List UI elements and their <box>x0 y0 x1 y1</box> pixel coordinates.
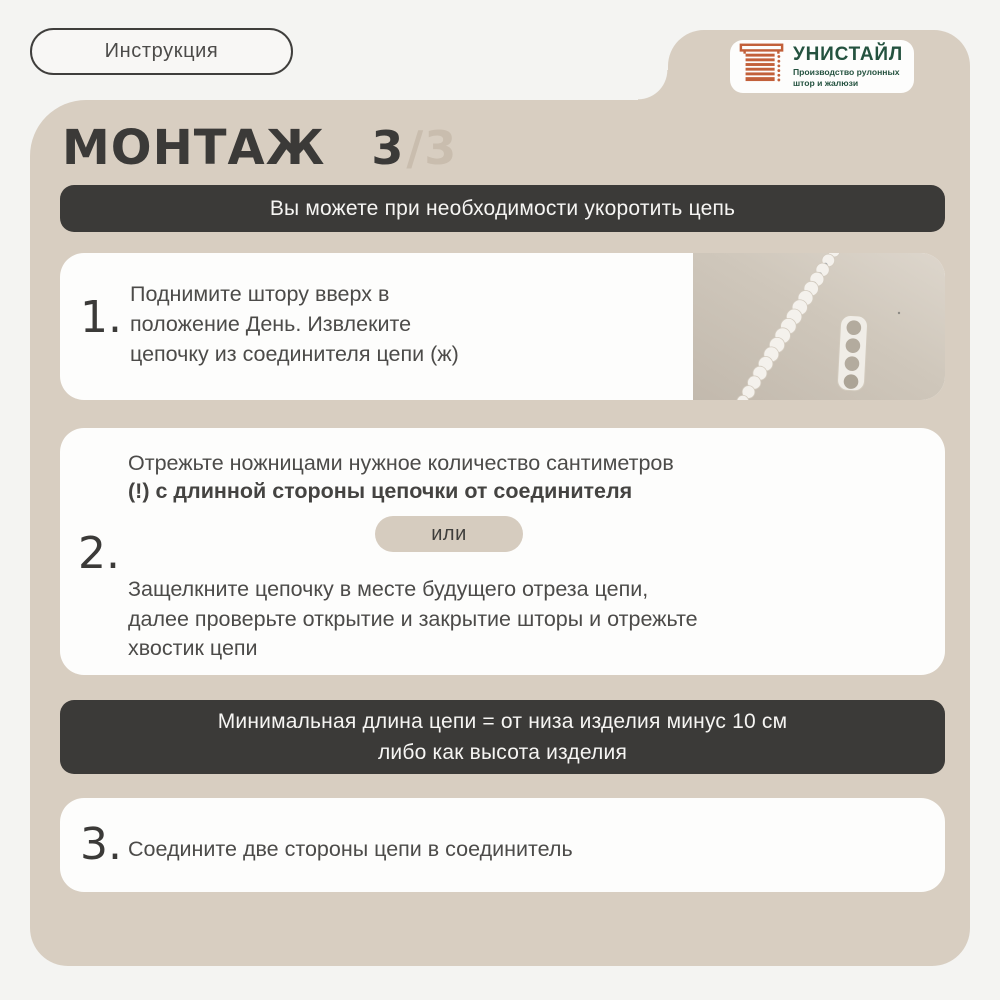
step-2-part2-line-1: Защелкните цепочку в месте будущего отреза цепи, <box>128 577 649 601</box>
step-3-number: 3. <box>80 819 122 870</box>
brand-subtitle-line-1: Производство рулонных <box>793 66 900 77</box>
tab-fillet-curve <box>638 70 668 100</box>
instruction-tab[interactable] <box>30 28 293 75</box>
step-2-part1 <box>128 449 674 505</box>
step-2-part2 <box>128 575 698 664</box>
page-number-current: 3 <box>371 121 404 175</box>
step-2-part2-line-2: далее проверьте открытие и закрытие шторы и отрежьте <box>128 606 698 631</box>
page-title <box>62 120 457 176</box>
step-2-part1-bold: (!) с длинной стороны цепочки от соединителя <box>128 479 633 503</box>
or-pill-label: или <box>431 522 467 545</box>
step-2-part2-line-3: хвостик цепи <box>128 636 258 660</box>
brand-logo <box>730 40 914 93</box>
step-1-text <box>130 279 459 369</box>
step-2-card <box>60 428 945 675</box>
banner-shorten-chain <box>60 185 945 232</box>
step-1-line-2: положение День. Извлеките <box>130 312 412 336</box>
or-pill <box>375 516 523 552</box>
brand-subtitle-line-2: штор и жалюзи <box>793 77 859 88</box>
banner-min-length-line-1: Минимальная длина цепи = от низа изделия минус 10 см <box>217 710 788 733</box>
instruction-tab-label: Инструкция <box>104 40 219 62</box>
step-2-number: 2. <box>78 528 120 579</box>
chain-photo <box>693 253 945 400</box>
step-3-text: Соедините две стороны цепи в соединитель <box>128 837 573 861</box>
chain-connector-shape <box>837 315 868 391</box>
step-1-card <box>60 253 945 400</box>
step-1-line-1: Поднимите штору вверх в <box>130 282 390 306</box>
brand-name: УНИСТАЙЛ <box>793 44 903 66</box>
banner-shorten-chain-text: Вы можете при необходимости укоротить цепь <box>269 196 736 220</box>
step-3-card <box>60 798 945 892</box>
step-1-line-3: цепочку из соединителя цепи (ж) <box>130 342 459 366</box>
banner-min-length-line-2: либо как высота изделия <box>377 741 628 764</box>
step-1-number: 1. <box>80 292 122 343</box>
title-montage: МОНТАЖ <box>62 120 326 176</box>
page-number-separator: / <box>406 121 424 175</box>
banner-min-chain-length <box>60 700 945 774</box>
page-number-total: 3 <box>424 121 457 175</box>
step-2-part1-regular: Отрежьте ножницами нужное количество сантиметров <box>128 451 674 475</box>
blinds-icon <box>739 41 784 92</box>
